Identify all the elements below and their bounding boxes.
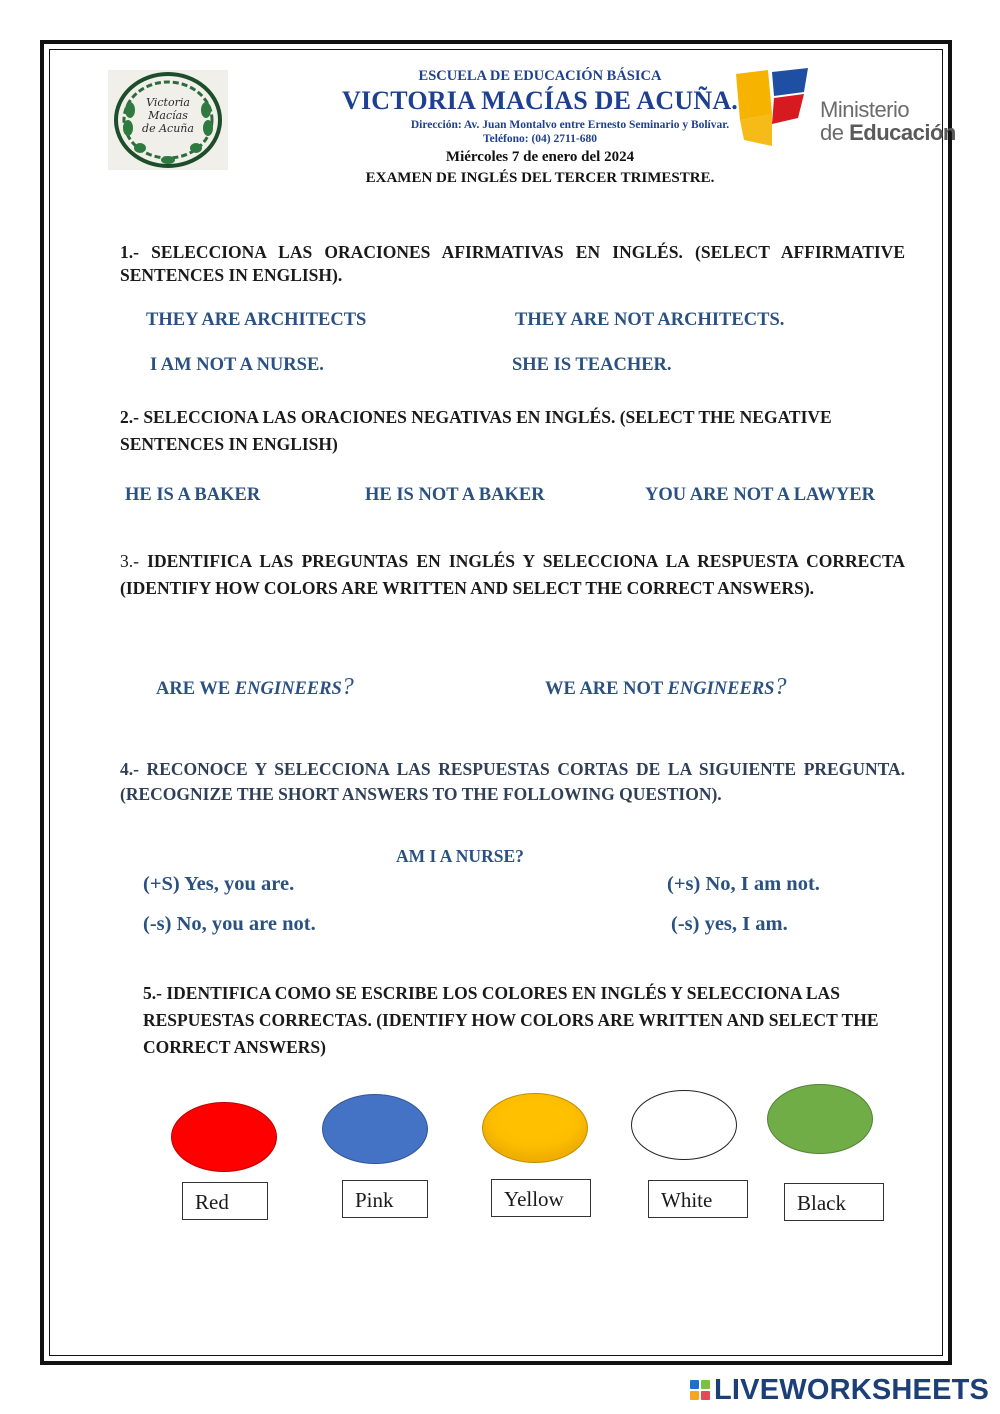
q4-option[interactable]: (-s) yes, I am. bbox=[671, 913, 788, 935]
school-address: Dirección: Av. Juan Montalvo entre Ernesto Seminario y Bolívar. bbox=[410, 119, 730, 131]
question-4: 4.- RECONOCE Y SELECCIONA LAS RESPUESTAS CORTAS DE LA SIGUIENTE PREGUNTA. (RECOGNIZE THE SHORT ANSWERS TO THE FOLLOWING QUESTION). bbox=[120, 759, 905, 804]
q3-option[interactable]: WE ARE NOT ENGINEERS? bbox=[545, 674, 787, 700]
q3-option[interactable]: ARE WE ENGINEERS? bbox=[156, 674, 354, 700]
color-label-box[interactable]: Yellow bbox=[491, 1179, 591, 1217]
q2-option[interactable]: YOU ARE NOT A LAWYER bbox=[645, 485, 875, 505]
color-swatch-pink bbox=[322, 1094, 428, 1164]
ministry-flag-icon bbox=[732, 68, 816, 152]
color-swatch-white bbox=[631, 1090, 737, 1160]
school-phone: Teléfono: (04) 2711-680 bbox=[483, 133, 597, 145]
color-label-box[interactable]: Black bbox=[784, 1183, 884, 1221]
exam-date: Miércoles 7 de enero del 2024 bbox=[445, 149, 635, 165]
q1-option[interactable]: SHE IS TEACHER. bbox=[512, 355, 672, 375]
q1-option[interactable]: THEY ARE ARCHITECTS bbox=[146, 310, 367, 330]
q4-question: AM I A NURSE? bbox=[396, 846, 524, 866]
school-name: VICTORIA MACÍAS DE ACUÑA. bbox=[341, 86, 738, 115]
color-swatch-black bbox=[767, 1084, 873, 1154]
q2-option[interactable]: HE IS NOT A BAKER bbox=[365, 485, 545, 505]
color-swatch-red bbox=[171, 1102, 277, 1172]
page-border bbox=[40, 40, 952, 1365]
question-3: 3.- IDENTIFICA LAS PREGUNTAS EN INGLÉS Y SELECCIONA LA RESPUESTA CORRECTA (IDENTIFY HOW COLORS ARE WRITTEN AND SELECT THE CORRECT ANSWERS). bbox=[120, 551, 906, 598]
q1-option[interactable]: I AM NOT A NURSE. bbox=[150, 355, 324, 375]
color-swatch-yellow bbox=[482, 1093, 588, 1163]
q4-option[interactable]: (+S) Yes, you are. bbox=[143, 873, 295, 895]
school-seal-text: Victoria Macías de Acuña bbox=[142, 96, 194, 135]
school-kind: ESCUELA DE EDUCACIÓN BÁSICA bbox=[418, 68, 662, 84]
q4-option[interactable]: (-s) No, you are not. bbox=[143, 913, 316, 935]
exam-title: EXAMEN DE INGLÉS DEL TERCER TRIMESTRE. bbox=[365, 170, 715, 186]
color-label-box[interactable]: Pink bbox=[342, 1180, 428, 1218]
q4-option[interactable]: (+s) No, I am not. bbox=[667, 873, 820, 895]
color-label-box[interactable]: White bbox=[648, 1180, 748, 1218]
color-label-box[interactable]: Red bbox=[182, 1182, 268, 1220]
liveworksheets-icon bbox=[690, 1380, 710, 1400]
q1-option[interactable]: THEY ARE NOT ARCHITECTS. bbox=[515, 310, 785, 330]
school-seal-logo bbox=[108, 70, 228, 170]
question-5: 5.- IDENTIFICA COMO SE ESCRIBE LOS COLORES EN INGLÉS Y SELECCIONA LAS RESPUESTAS CORRECTAS. (IDENTIFY HOW COLORS ARE WRITTEN AND SELECT THE CORRECT ANSWERS) bbox=[143, 983, 879, 1057]
q2-option[interactable]: HE IS A BAKER bbox=[125, 485, 261, 505]
question-1: 1.- SELECCIONA LAS ORACIONES AFIRMATIVAS EN INGLÉS. (SELECT AFFIRMATIVE SENTENCES IN ENGLISH). bbox=[120, 242, 905, 285]
question-2: 2.- SELECCIONA LAS ORACIONES NEGATIVAS EN INGLÉS. (SELECT THE NEGATIVE SENTENCES IN ENGLISH) bbox=[120, 407, 832, 454]
liveworksheets-logo: LIVEWORKSHEETS bbox=[690, 1373, 989, 1407]
ministry-name: Ministerio de Educación bbox=[820, 97, 956, 146]
